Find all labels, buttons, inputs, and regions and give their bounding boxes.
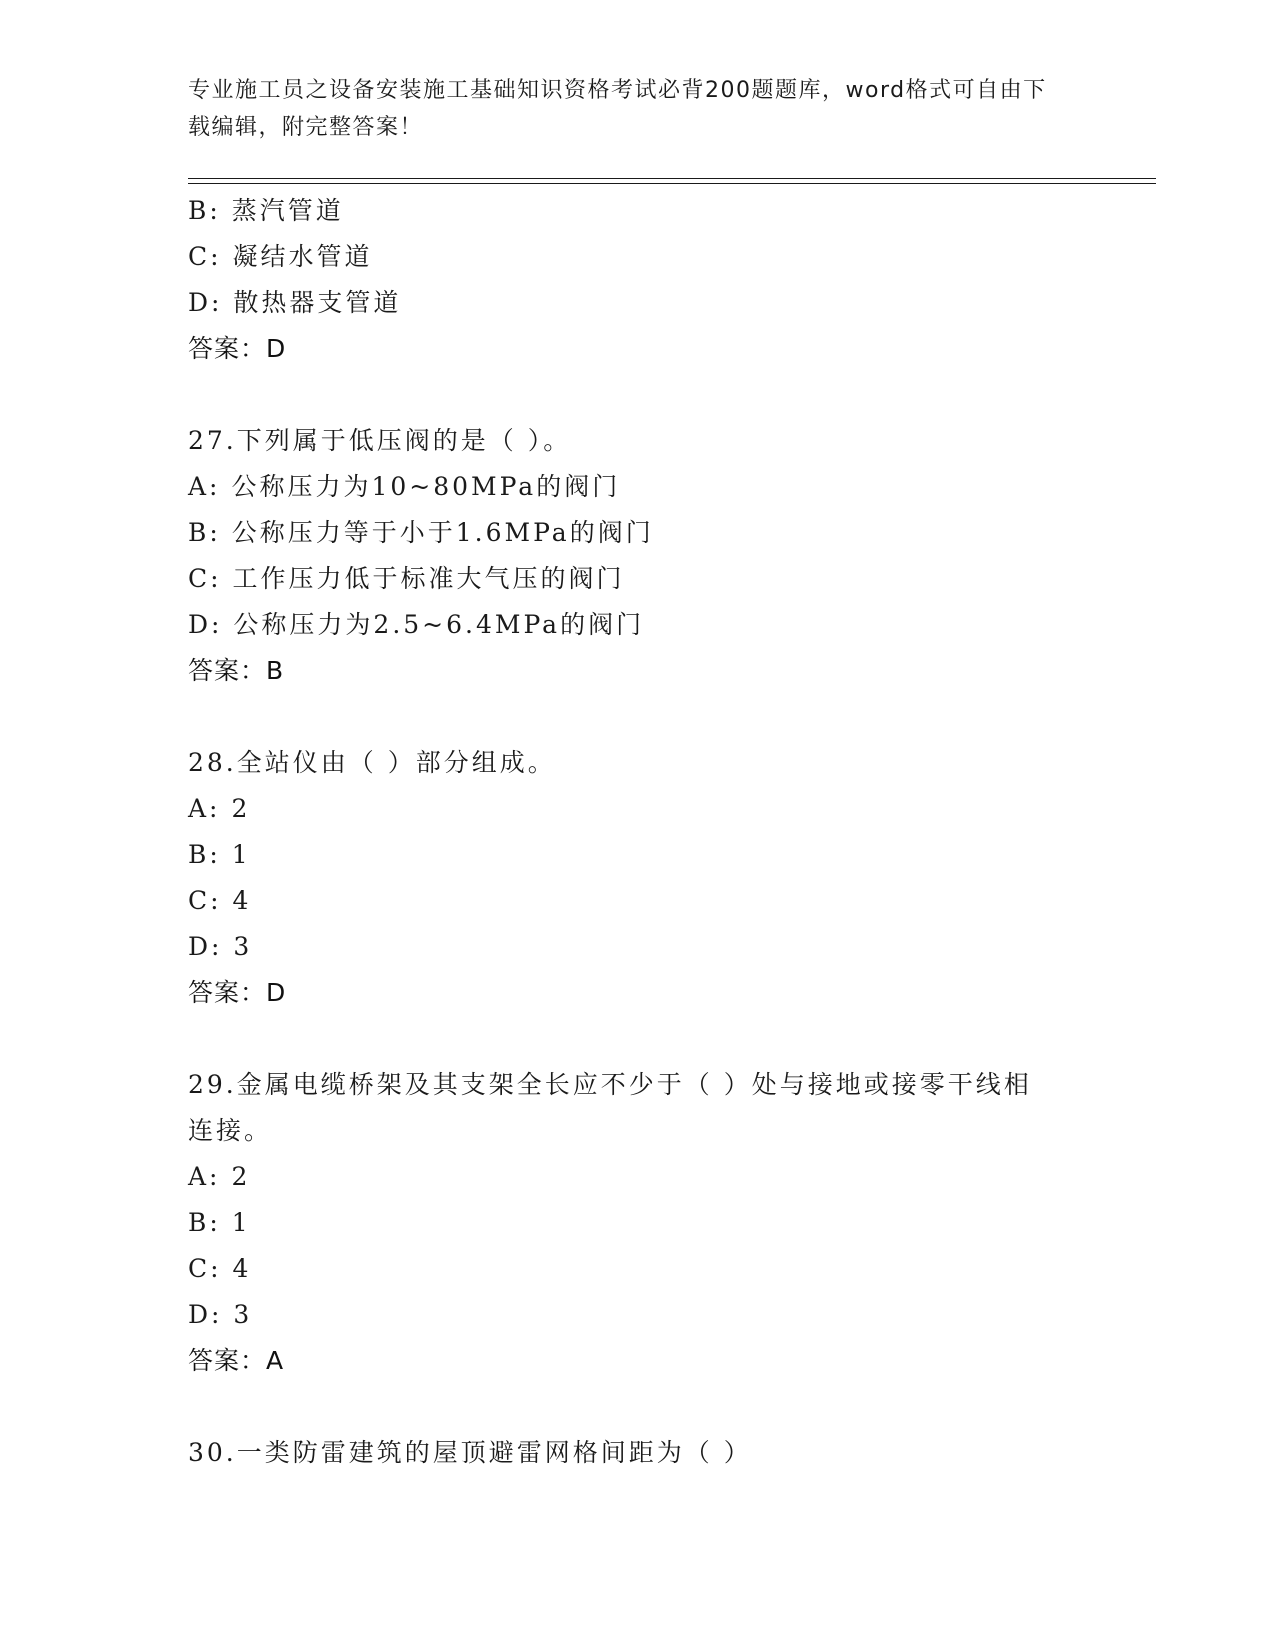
answer-value: D (266, 978, 286, 1007)
option-label: D: (188, 932, 223, 961)
answer-line (188, 970, 1088, 1016)
option-c (188, 556, 1088, 602)
option-text: 公称压力为2.5~6.4MPa的阀门 (233, 610, 645, 639)
option-text: 2 (231, 794, 251, 823)
question-28 (188, 740, 1088, 1016)
option-text: 散热器支管道 (233, 288, 402, 317)
option-label: B: (188, 196, 221, 225)
option-text: 2 (231, 1162, 251, 1191)
option-a (188, 464, 1088, 510)
answer-label: 答案： (188, 334, 267, 363)
option-text: 4 (232, 1254, 252, 1283)
option-label: B: (188, 518, 221, 547)
option-label: D: (188, 288, 223, 317)
option-a (188, 1154, 1088, 1200)
question-stem: 28.全站仪由（ ）部分组成。 (188, 748, 556, 777)
answer-label: 答案： (188, 978, 267, 1007)
option-label: C: (188, 242, 222, 271)
option-label: C: (188, 1254, 222, 1283)
option-b (188, 188, 1088, 234)
answer-line (188, 1338, 1088, 1384)
document-header: 专业施工员之设备安装施工基础知识资格考试必背200题题库，word格式可自由下载编辑，附完整答案！ (188, 78, 1047, 140)
option-c (188, 1246, 1088, 1292)
option-c (188, 878, 1088, 924)
question-29 (188, 1062, 1088, 1384)
spacer (188, 1016, 1088, 1062)
option-label: D: (188, 1300, 223, 1329)
option-text: 公称压力等于小于1.6MPa的阀门 (231, 518, 654, 547)
option-text: 4 (232, 886, 252, 915)
option-b (188, 832, 1088, 878)
option-label: A: (188, 1162, 221, 1191)
option-b (188, 510, 1088, 556)
header-divider-top (188, 178, 1156, 179)
option-label: A: (188, 794, 221, 823)
spacer (188, 372, 1088, 418)
option-text: 1 (231, 1208, 251, 1237)
option-d (188, 280, 1088, 326)
answer-line (188, 648, 1088, 694)
option-label: A: (188, 472, 221, 501)
option-text: 凝结水管道 (232, 242, 373, 271)
answer-label: 答案： (188, 656, 267, 685)
option-b (188, 1200, 1088, 1246)
spacer (188, 694, 1088, 740)
option-text: 蒸汽管道 (231, 196, 344, 225)
option-d (188, 1292, 1088, 1338)
option-text: 工作压力低于标准大气压的阀门 (232, 564, 625, 593)
option-label: B: (188, 840, 221, 869)
option-c (188, 234, 1088, 280)
option-d (188, 602, 1088, 648)
option-text: 公称压力为10~80MPa的阀门 (231, 472, 621, 501)
answer-label: 答案： (188, 1346, 267, 1375)
option-text: 3 (233, 1300, 253, 1329)
answer-value: B (266, 656, 284, 685)
option-text: 1 (231, 840, 251, 869)
prev-question-block (188, 188, 1088, 372)
option-label: B: (188, 1208, 221, 1237)
option-text: 3 (233, 932, 253, 961)
option-label: C: (188, 886, 222, 915)
option-d (188, 924, 1088, 970)
answer-value: D (266, 334, 286, 363)
option-a (188, 786, 1088, 832)
answer-value: A (266, 1346, 284, 1375)
question-30 (188, 1430, 1088, 1476)
option-label: D: (188, 610, 223, 639)
question-stem: 29.金属电缆桥架及其支架全长应不少于（ ）处与接地或接零干线相连接。 (188, 1070, 1032, 1145)
question-list (188, 188, 1088, 1476)
option-label: C: (188, 564, 222, 593)
header-divider-bottom (188, 183, 1156, 184)
question-27 (188, 418, 1088, 694)
spacer (188, 1384, 1088, 1430)
question-stem: 30.一类防雷建筑的屋顶避雷网格间距为（ ） (188, 1438, 752, 1467)
question-stem: 27.下列属于低压阀的是（ ）。 (188, 426, 572, 455)
answer-line (188, 326, 1088, 372)
